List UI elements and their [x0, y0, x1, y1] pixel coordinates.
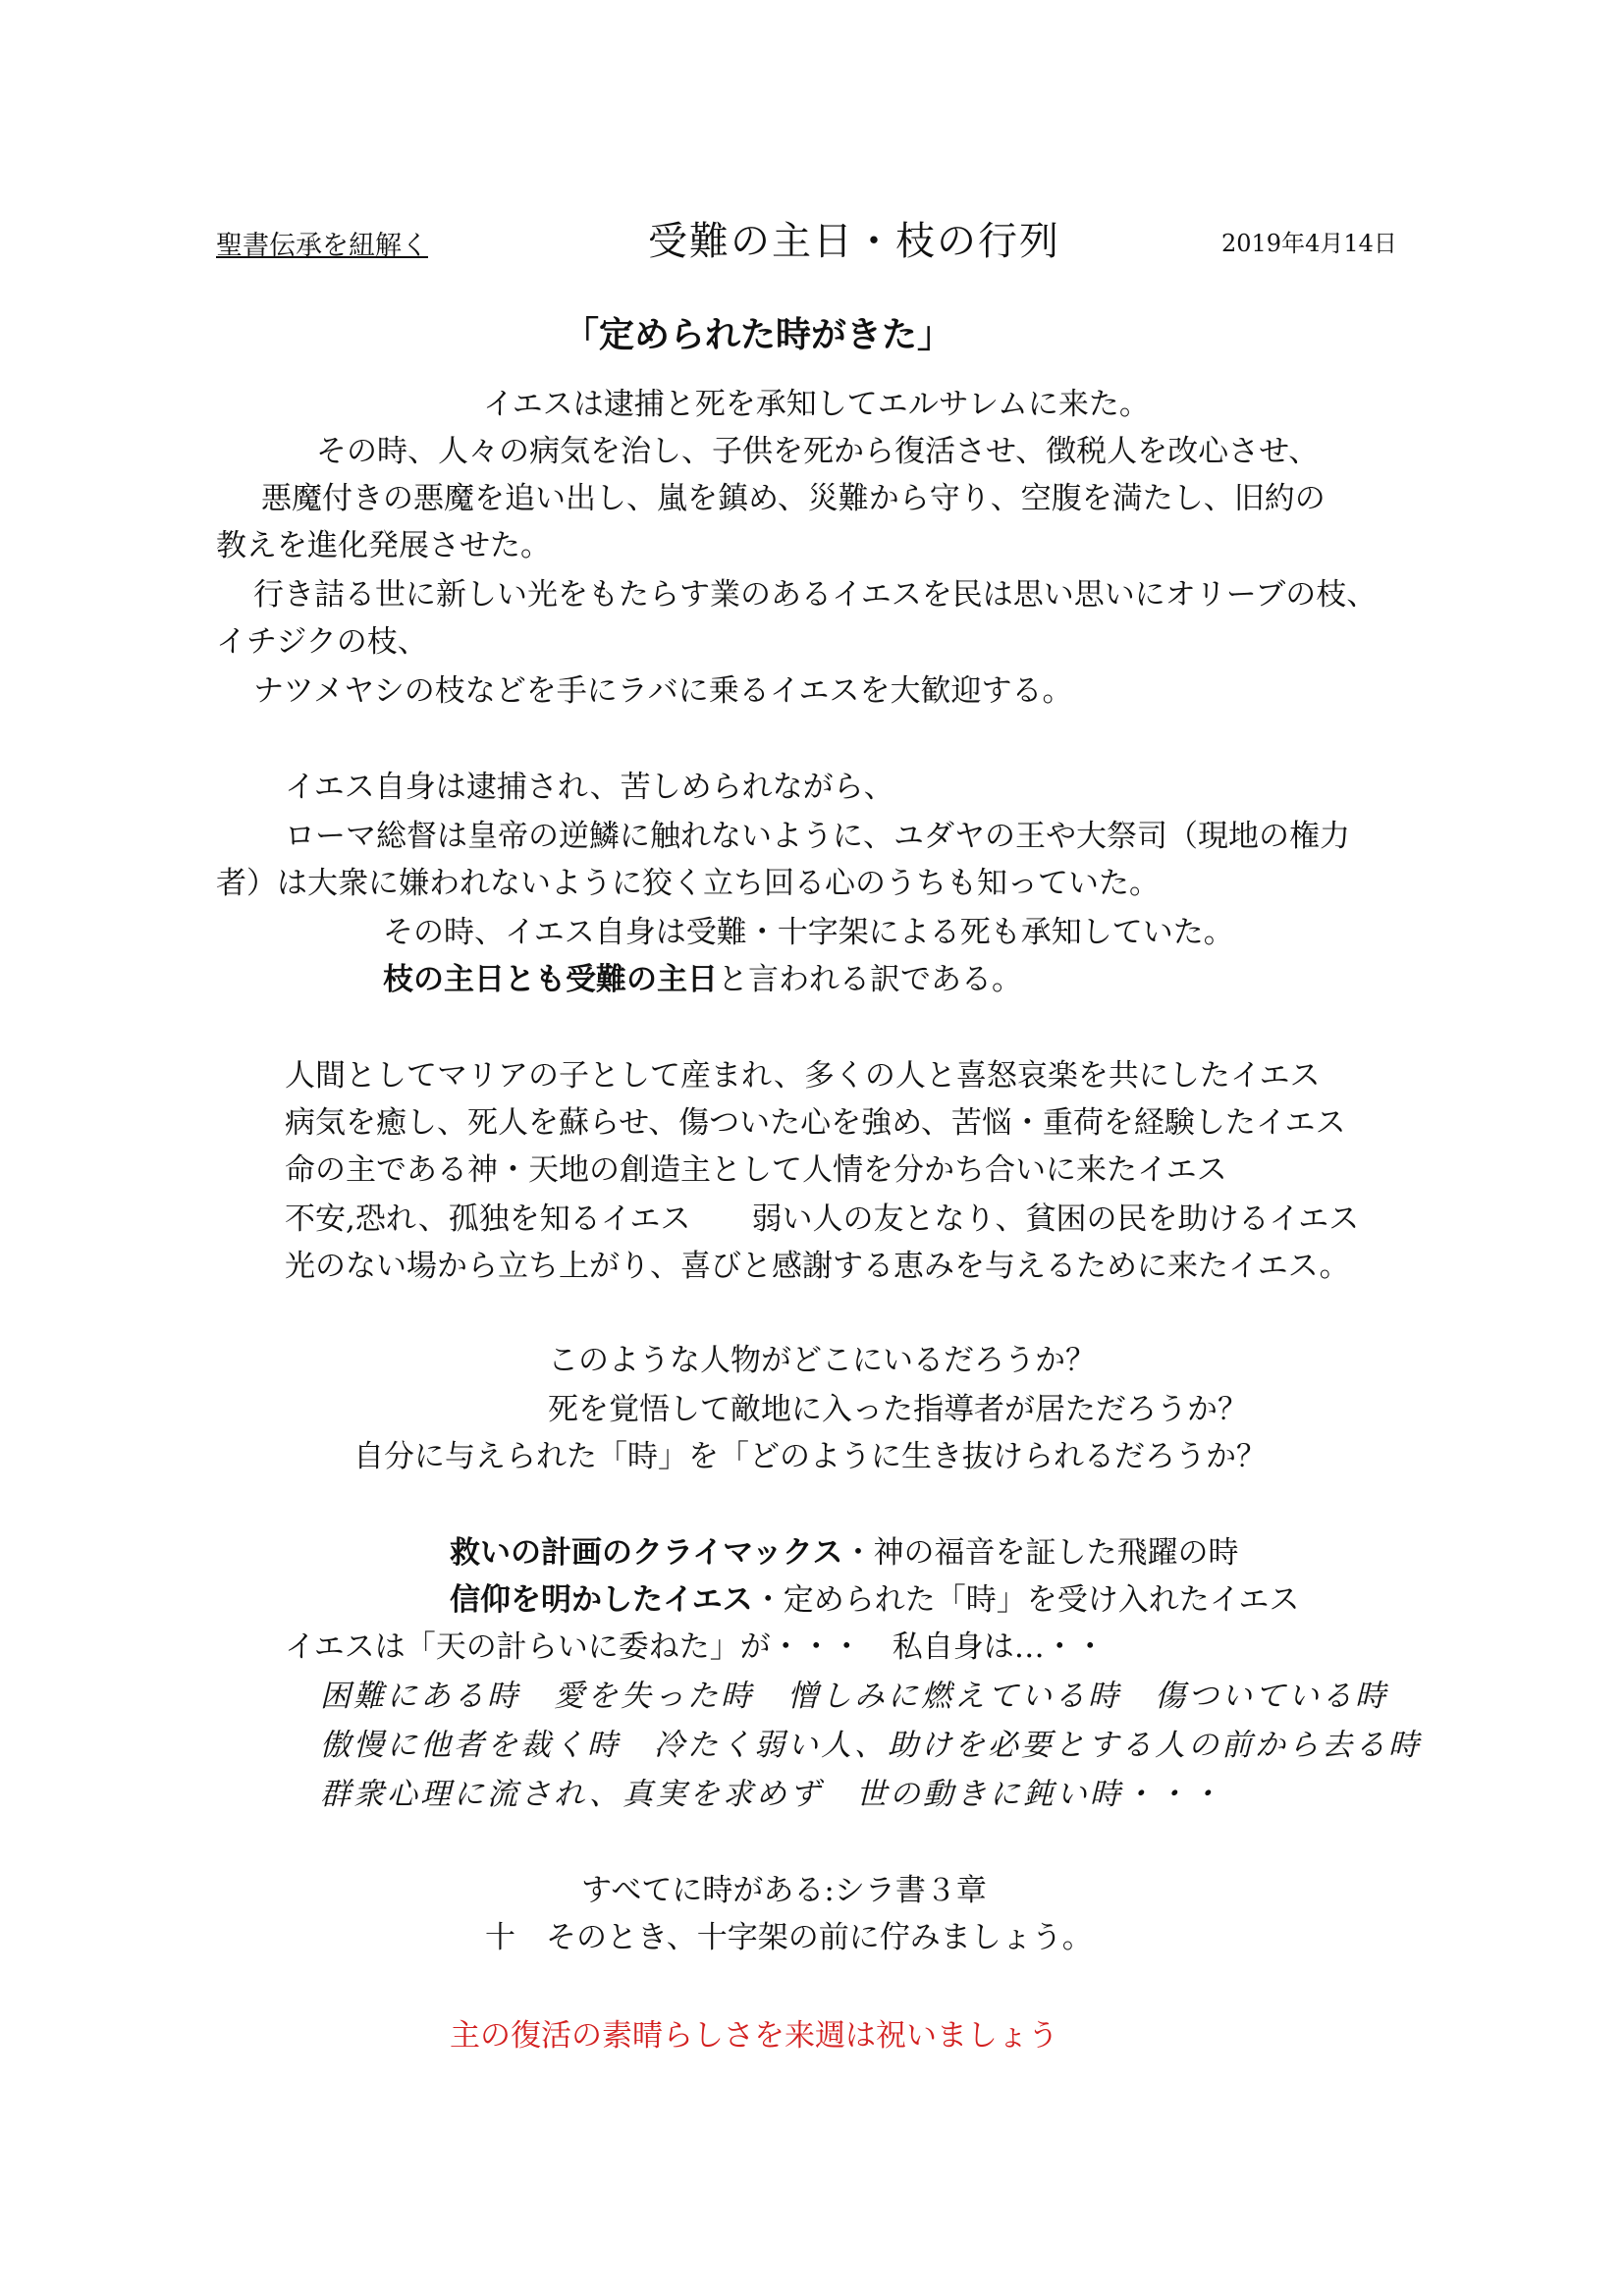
text-line: 光のない場から立ち上がり、喜びと感謝する恵みを与えるために来たイエス。	[285, 1249, 1350, 1284]
emphasis-text: 信仰を明かしたイエス	[450, 1582, 753, 1618]
emphasis-text: 枝の主日とも受難の主日	[383, 962, 718, 997]
text-line: 悪魔付きの悪魔を追い出し、嵐を鎮め、災難から守り、空腹を満たし、旧約の	[261, 481, 1326, 516]
subtitle: 「定められた時がきた」	[564, 315, 953, 355]
text-line: 群衆心理に流され、真実を求めず 世の動きに鈍い時・・・	[320, 1777, 1223, 1812]
text-span: ・神の福音を証した飛躍の時	[842, 1535, 1239, 1571]
text-line: 者）は大衆に嫌われないように狡く立ち回る心のうちも知っていた。	[216, 866, 1160, 901]
text-line: すべてに時がある:シラ書３章	[581, 1873, 987, 1908]
text-line: イエス自身は逮捕され、苦しめられながら、	[285, 770, 894, 805]
closing-message: 主の復活の素晴らしさを来週は祝いましょう	[450, 2018, 1058, 2054]
text-line: 困難にある時 愛を失った時 憎しみに燃えている時 傷ついている時	[320, 1679, 1388, 1714]
series-title: 聖書伝承を紐解く	[216, 231, 428, 261]
text-span: と言われる訳である。	[718, 962, 1022, 997]
text-line: 自分に与えられた「時」を「どのように生き抜けられるだろうか？	[353, 1439, 1267, 1474]
page-title: 受難の主日・枝の行列	[648, 219, 1060, 264]
text-line: イエスは逮捕と死を承知してエルサレムに来た。	[483, 387, 1150, 422]
text-line: 傲慢に他者を裁く時 冷たく弱い人、助けを必要とする人の前から去る時	[320, 1728, 1422, 1763]
text-line: ローマ総督は皇帝の逆鱗に触れないように、ユダヤの王や大祭司（現地の権力	[285, 819, 1350, 854]
text-line: 命の主である神・天地の創造主として人情を分かち合いに来たイエス	[285, 1152, 1227, 1188]
text-line: イチジクの枝、	[216, 624, 428, 660]
text-line: その時、人々の病気を治し、子供を死から復活させ、徴税人を改心させ、	[316, 434, 1320, 469]
text-line: 死を覚悟して敵地に入った指導者が居ただろうか？	[548, 1392, 1248, 1427]
text-line: イエスは「天の計らいに委ねた」が・・・ 私自身は…・・	[285, 1629, 1106, 1665]
text-line	[450, 1580, 1300, 1620]
text-line: 人間としてマリアの子として産まれ、多くの人と喜怒哀楽を共にしたイエス	[285, 1058, 1321, 1094]
text-span: ・定められた「時」を受け入れたイエス	[752, 1582, 1300, 1618]
date-label: 2019年4月14日	[1221, 230, 1397, 257]
emphasis-text: 救いの計画のクライマックス	[450, 1535, 843, 1571]
text-line	[450, 1533, 1239, 1573]
text-line: 教えを進化発展させた。	[216, 528, 551, 563]
text-line: このような人物がどこにいるだろうか？	[548, 1343, 1096, 1378]
text-line: 行き詰る世に新しい光をもたらす業のあるイエスを民は思い思いにオリーブの枝、	[253, 577, 1378, 613]
text-line: 不安,恐れ、孤独を知るイエス 弱い人の友となり、貧困の民を助けるイエス	[285, 1201, 1360, 1237]
text-line: ナツメヤシの枝などを手にラバに乗るイエスを大歓迎する。	[253, 673, 1073, 709]
text-line: 病気を癒し、死人を蘇らせ、傷ついた心を強め、苦悩・重荷を経験したイエス	[285, 1105, 1346, 1141]
text-line: その時、イエス自身は受難・十字架による死も承知していた。	[383, 915, 1234, 950]
text-line	[383, 960, 1022, 999]
text-line: 十 そのとき、十字架の前に佇みましょう。	[485, 1920, 1093, 1955]
